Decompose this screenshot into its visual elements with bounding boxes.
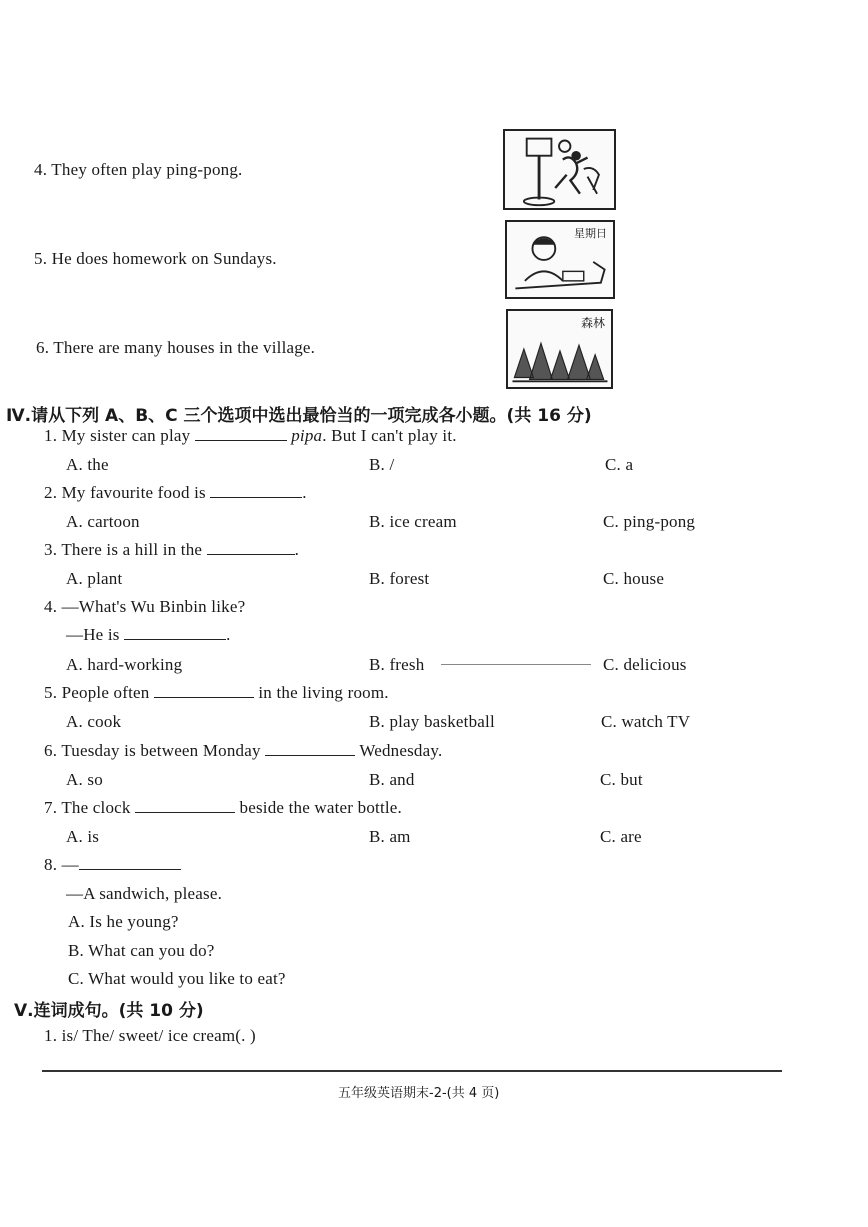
footer-divider (42, 1070, 782, 1072)
picture-item-5: 5. He does homework on Sundays. (34, 249, 277, 268)
picture-item-4: 4. They often play ping-pong. (34, 160, 243, 179)
question-text-end: . (226, 625, 231, 644)
picture-label-sunday: 星期日 (574, 227, 607, 240)
question-text: My favourite food is (61, 483, 206, 502)
option-c[interactable]: C. What would you like to eat? (68, 969, 286, 988)
question-number: 6. (44, 741, 58, 760)
question-8-reply: —A sandwich, please. (66, 884, 223, 903)
option-b[interactable]: B. fresh (369, 655, 425, 674)
question-italic-word: pipa (291, 426, 323, 445)
option-a[interactable]: A. plant (66, 569, 123, 588)
option-a[interactable]: A. so (66, 770, 103, 789)
answer-blank[interactable] (79, 855, 181, 870)
question-number: 2. (44, 483, 58, 502)
question-text-end: . (294, 540, 300, 559)
answer-blank[interactable] (135, 798, 235, 813)
answer-blank[interactable] (154, 683, 254, 698)
question-text-end: beside the water bottle. (239, 798, 402, 817)
option-c[interactable]: C. ping-pong (603, 512, 696, 531)
question-number: 3. (44, 540, 58, 559)
question-3 (44, 540, 299, 560)
basketball-picture (503, 129, 616, 210)
stray-line (441, 664, 591, 665)
question-6 (44, 741, 442, 761)
answer-blank[interactable] (207, 540, 295, 555)
option-a[interactable]: A. cartoon (66, 512, 140, 531)
option-c[interactable]: C. house (603, 569, 665, 588)
picture-item-6: 6. There are many houses in the village. (36, 338, 316, 357)
question-number: 5. (44, 683, 58, 702)
answer-blank[interactable] (265, 741, 355, 756)
forest-picture (506, 309, 613, 389)
option-a[interactable]: A. cook (66, 712, 122, 731)
question-text: —He is (66, 625, 120, 644)
option-b[interactable]: B. am (369, 827, 411, 846)
option-b[interactable]: B. / (369, 455, 395, 474)
question-number: 7. (44, 798, 58, 817)
question-number: 8. (44, 855, 58, 874)
question-text: My sister can play (61, 426, 191, 445)
question-text: There is a hill in the (61, 540, 203, 559)
basketball-hoop-icon (505, 131, 614, 208)
option-a[interactable]: A. is (66, 827, 100, 846)
option-c[interactable]: C. are (600, 827, 642, 846)
question-number: 1. (44, 426, 58, 445)
answer-blank[interactable] (195, 426, 287, 441)
question-text-end: . (302, 483, 307, 502)
question-text-end: Wednesday. (359, 741, 443, 760)
option-c[interactable]: C. watch TV (601, 712, 691, 731)
section-5-title: Ⅴ.连词成句。(共 10 分) (14, 1001, 204, 1021)
question-5 (44, 683, 389, 703)
option-c[interactable]: C. delicious (603, 655, 687, 674)
question-7 (44, 798, 402, 818)
option-a[interactable]: A. Is he young? (68, 912, 179, 931)
option-b[interactable]: B. ice cream (369, 512, 457, 531)
option-b[interactable]: B. forest (369, 569, 430, 588)
question-2 (44, 483, 307, 503)
option-b[interactable]: B. What can you do? (68, 941, 215, 960)
picture-label-forest: 森林 (580, 316, 605, 330)
question-8 (44, 855, 181, 875)
page-footer: 五年级英语期末-2-(共 4 页) (338, 1086, 500, 1101)
question-text: —What's Wu Binbin like? (61, 597, 246, 616)
option-c[interactable]: C. but (600, 770, 643, 789)
option-b[interactable]: B. play basketball (369, 712, 495, 731)
question-text-end: in the living room. (258, 683, 389, 702)
option-a[interactable]: A. hard-working (66, 655, 183, 674)
option-b[interactable]: B. and (369, 770, 415, 789)
homework-picture (505, 220, 615, 299)
question-number: 4. (44, 597, 58, 616)
question-text: Tuesday is between Monday (61, 741, 261, 760)
option-a[interactable]: A. the (66, 455, 109, 474)
question-dash: — (61, 855, 79, 874)
question-text-end: . But I can't play it. (322, 426, 457, 445)
option-c[interactable]: C. a (605, 455, 634, 474)
section-5-question-1: 1. is/ The/ sweet/ ice cream(. ) (44, 1026, 256, 1045)
question-text: People often (61, 683, 150, 702)
question-1 (44, 426, 457, 446)
question-text: The clock (61, 798, 131, 817)
answer-blank[interactable] (210, 483, 302, 498)
question-4 (44, 597, 245, 617)
question-4-answer-line (66, 625, 231, 645)
answer-blank[interactable] (124, 625, 226, 640)
section-4-title: Ⅳ.请从下列 A、B、C 三个选项中选出最恰当的一项完成各小题。(共 16 分) (6, 406, 592, 426)
